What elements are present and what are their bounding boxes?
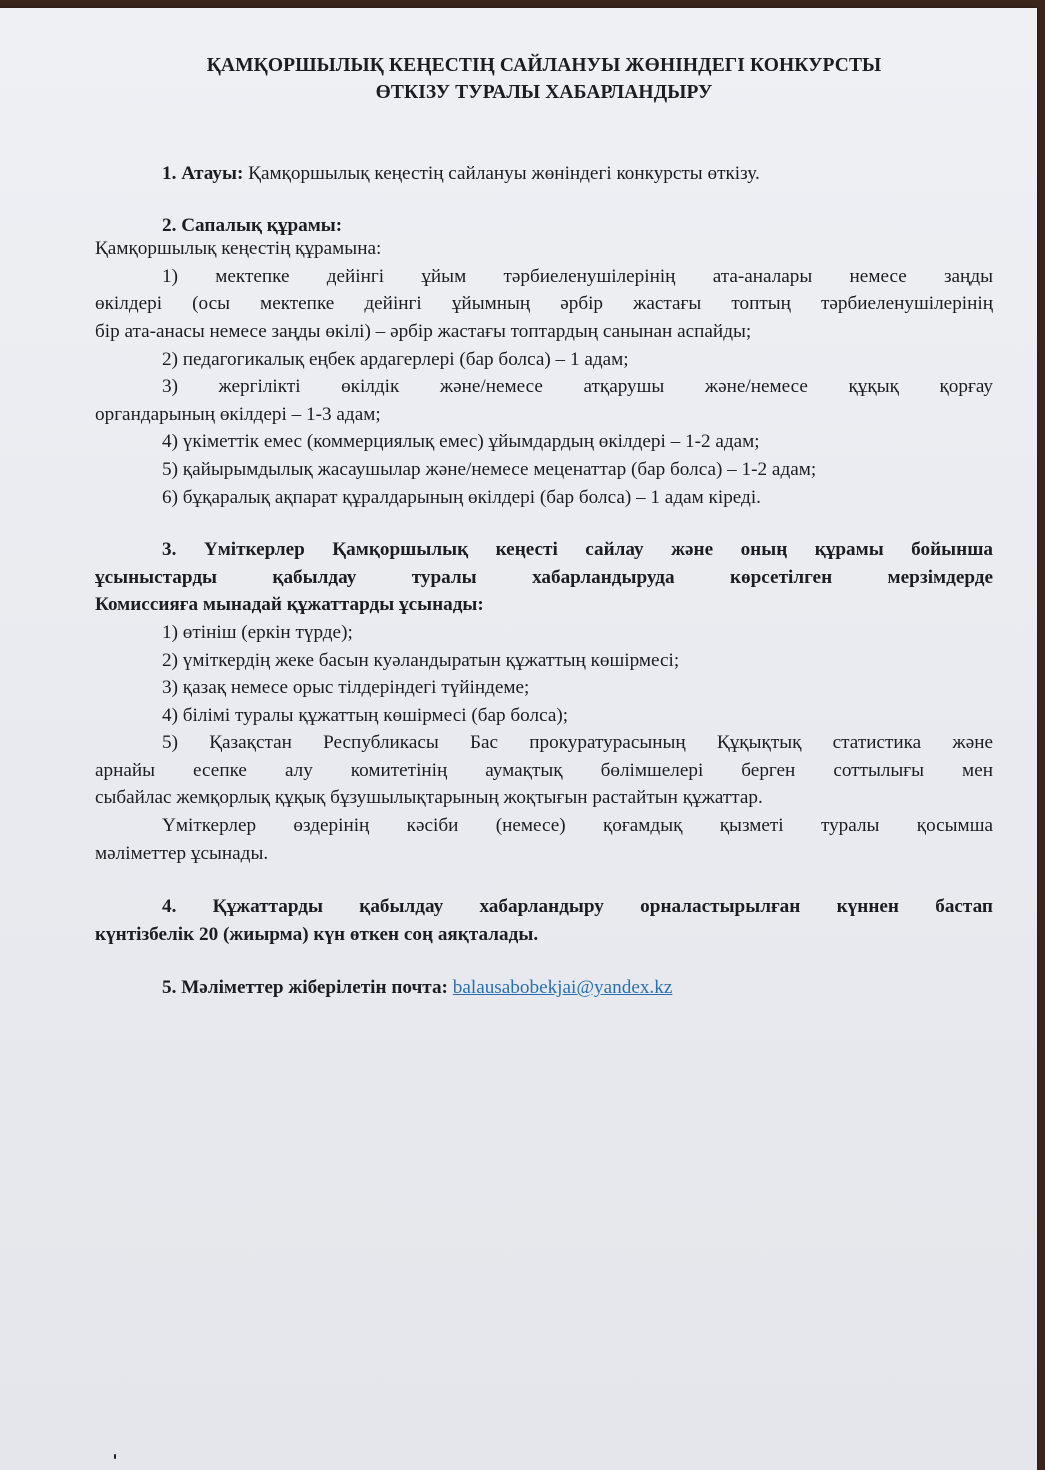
email-link[interactable]: balausabobekjai@yandex.kz [452, 977, 673, 999]
section-3-item-1: 1) өтініш (еркін түрде); [162, 621, 353, 643]
document-title [95, 52, 993, 106]
section-2-item-1-line-2: өкілдері (осы мектепке дейінгі ұйымның әрбір жастағы топтың тәрбиеленушілерінің [95, 293, 993, 315]
section-2-item-1-line-1: 1) мектепке дейінгі ұйым тәрбиеленушілерінің ата-аналары немесе заңды [162, 265, 993, 287]
title-line-1: ҚАМҚОРШЫЛЫҚ КЕҢЕСТІҢ САЙЛАНУЫ ЖӨНІНДЕГІ КОНКУРСТЫ [206, 55, 882, 76]
title-line-2: ӨТКІЗУ ТУРАЛЫ ХАБАРЛАНДЫРУ [375, 82, 713, 103]
section-2-item-6: 6) бұқаралық ақпарат құралдарының өкілдері (бар болса) – 1 адам кіреді. [162, 486, 761, 508]
section-2-item-2: 2) педагогикалық еңбек ардагерлері (бар болса) – 1 адам; [162, 348, 629, 370]
section-3-note-line-1: Үміткерлер өздерінің кәсіби (немесе) қоғамдық қызметі туралы қосымша [162, 815, 993, 837]
paper-speck [114, 1454, 116, 1459]
section-3-note-line-2: мәліметтер ұсынады. [95, 842, 269, 864]
section-2-intro: Қамқоршылық кеңестің құрамына: [95, 238, 382, 260]
section-3-item-3: 3) қазақ немесе орыс тілдеріндегі түйіндеме; [162, 677, 530, 699]
section-2-item-1-line-3: бір ата-анасы немесе заңды өкілі) – әрбір жастағы топтардың санынан аспайды; [95, 320, 752, 342]
section-3-heading-line-1: 3. Үміткерлер Қамқоршылық кеңесті сайлау және оның құрамы бойынша [162, 539, 993, 561]
section-2-item-3-line-1: 3) жергілікті өкілдік және/немесе атқарушы және/немесе құқық қорғау [162, 376, 993, 398]
section-1 [95, 160, 993, 188]
section-2-item-4: 4) үкіметтік емес (коммерциялық емес) ұйымдардың өкілдері – 1-2 адам; [162, 431, 760, 453]
section-3-item-2: 2) үміткердің жеке басын куәландыратын құжаттың көшірмесі; [162, 649, 680, 671]
section-5-label: 5. Мәліметтер жіберілетін почта: [162, 977, 448, 999]
section-2-item-3-line-2: органдарының өкілдері – 1-3 адам; [95, 403, 381, 425]
section-5 [95, 974, 993, 1002]
section-1-label: 1. Атауы: [162, 163, 244, 184]
section-3-item-5-line-3: сыбайлас жемқорлық құқық бұзушылықтарының жоқтығын растайтын құжаттар. [95, 787, 763, 809]
section-3-heading-line-3: Комиссияға мынадай құжаттарды ұсынады: [95, 594, 484, 616]
section-1-text: Қамқоршылық кеңестің сайлануы жөніндегі конкурсты өткізу. [243, 163, 760, 184]
section-2-item-5: 5) қайырымдылық жасаушылар және/немесе меценаттар (бар болса) – 1-2 адам; [162, 458, 817, 480]
section-3-heading-line-2: ұсыныстарды қабылдау туралы хабарландыруда көрсетілген мерзімдерде [95, 566, 993, 588]
document-body [95, 52, 993, 1002]
section-3-item-4: 4) білімі туралы құжаттың көшірмесі (бар болса); [162, 704, 569, 726]
section-2-heading: 2. Сапалық құрамы: [162, 214, 343, 236]
section-4-line-2: күнтізбелік 20 (жиырма) күн өткен соң аяқталады. [95, 923, 539, 945]
section-3-item-5-line-1: 5) Қазақстан Республикасы Бас прокуратурасының Құқықтық статистика және [162, 732, 993, 754]
section-3-item-5-line-2: арнайы есепке алу комитетінің аумақтық бөлімшелері берген соттылығы мен [95, 759, 993, 781]
section-4-line-1: 4. Құжаттарды қабылдау хабарландыру орналастырылған күннен бастап [162, 896, 993, 918]
